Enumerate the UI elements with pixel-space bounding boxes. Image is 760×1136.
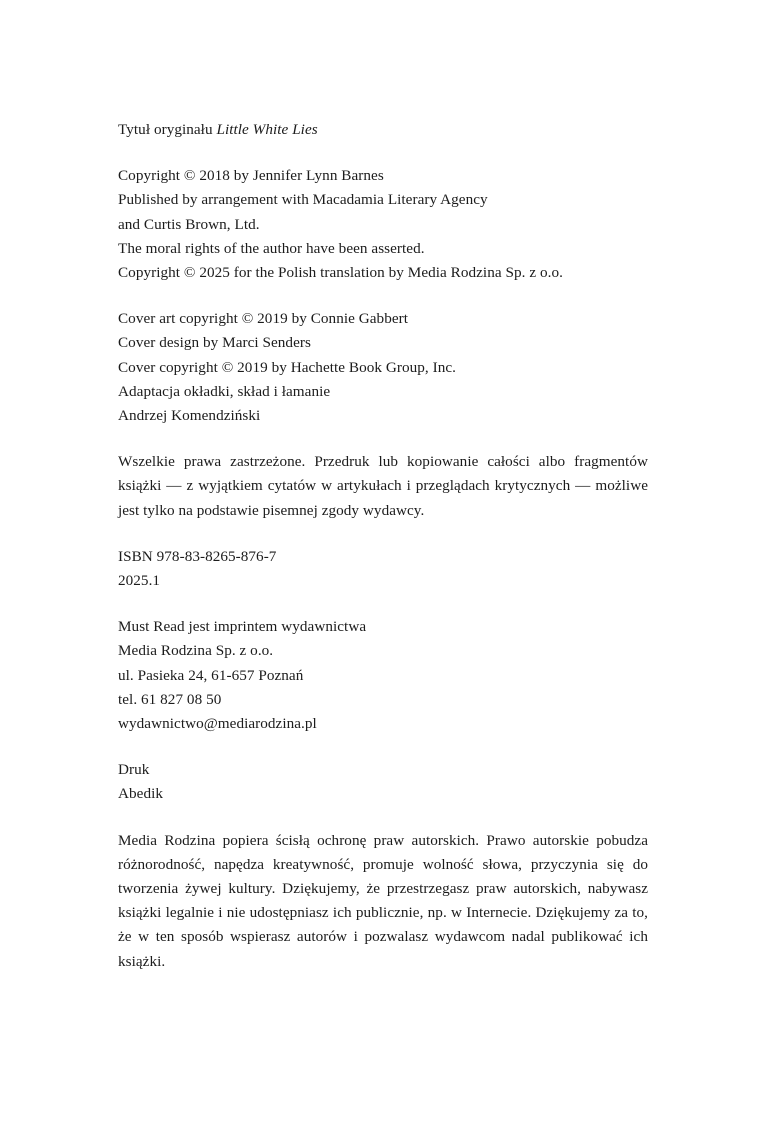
printer-block: [118, 758, 648, 806]
copyright-line: Published by arrangement with Macadamia Literary Agency: [118, 191, 488, 209]
publisher-name-line: Media Rodzina Sp. z o.o.: [118, 642, 274, 660]
cover-credits-block: [118, 307, 648, 428]
cover-credits-line: Cover design by Marci Senders: [118, 334, 311, 352]
publisher-email-line: wydawnictwo@mediarodzina.pl: [118, 715, 317, 733]
printer-label: Druk: [118, 761, 150, 779]
cover-credits-line: Adaptacja okładki, skład i łamanie: [118, 382, 331, 400]
copyright-line: Copyright © 2018 by Jennifer Lynn Barnes: [118, 167, 384, 185]
cover-credits-line: Cover copyright © 2019 by Hachette Book Group, Inc.: [118, 358, 457, 376]
anti-piracy-paragraph: Media Rodzina popiera ścisłą ochronę praw autorskich. Prawo autorskie pobudza różnorodność, napędza kreatywność, promuje wolność słowa, przyczynia się do tworzenia żywej kultury. Dziękujemy, że przestrzegasz praw autorskich, nabywasz książki legalnie i nie udostępniasz ich publicznie, np. w Internecie. Dziękujemy za to, że w ten sposób wspierasz autorów i pozwalasz wydawcom nadal publikować ich książki.: [118, 831, 648, 970]
cover-credits-line: Andrzej Komendziński: [118, 407, 261, 425]
rights-reserved-paragraph: Wszelkie prawa zastrzeżone. Przedruk lub kopiowanie całości albo fragmentów książki — z wyjątkiem cytatów w artykułach i przeglądach krytycznych — możliwe jest tylko na podstawie pisemnej zgody wydawcy.: [118, 453, 648, 519]
original-title-value: Little White Lies: [216, 121, 318, 138]
publisher-phone-line: tel. 61 827 08 50: [118, 690, 222, 708]
publisher-imprint-line: Must Read jest imprintem wydawnictwa: [118, 618, 367, 636]
publisher-address-line: ul. Pasieka 24, 61-657 Poznań: [118, 666, 304, 684]
copyright-line: The moral rights of the author have been asserted.: [118, 239, 425, 257]
copyright-line: Copyright © 2025 for the Polish translation by Media Rodzina Sp. z o.o.: [118, 264, 563, 282]
edition-line: 2025.1: [118, 572, 161, 590]
isbn-line: ISBN 978-83-8265-876-7: [118, 547, 277, 565]
printer-name: Abedik: [118, 785, 164, 803]
cover-credits-line: Cover art copyright © 2019 by Connie Gabbert: [118, 310, 409, 328]
copyright-block: [118, 164, 648, 285]
publisher-block: [118, 615, 648, 736]
original-title-block: [118, 118, 648, 142]
copyright-line: and Curtis Brown, Ltd.: [118, 215, 260, 233]
original-title-label: Tytuł oryginału: [118, 121, 217, 138]
copyright-page-content: [118, 118, 648, 974]
isbn-block: [118, 545, 648, 593]
